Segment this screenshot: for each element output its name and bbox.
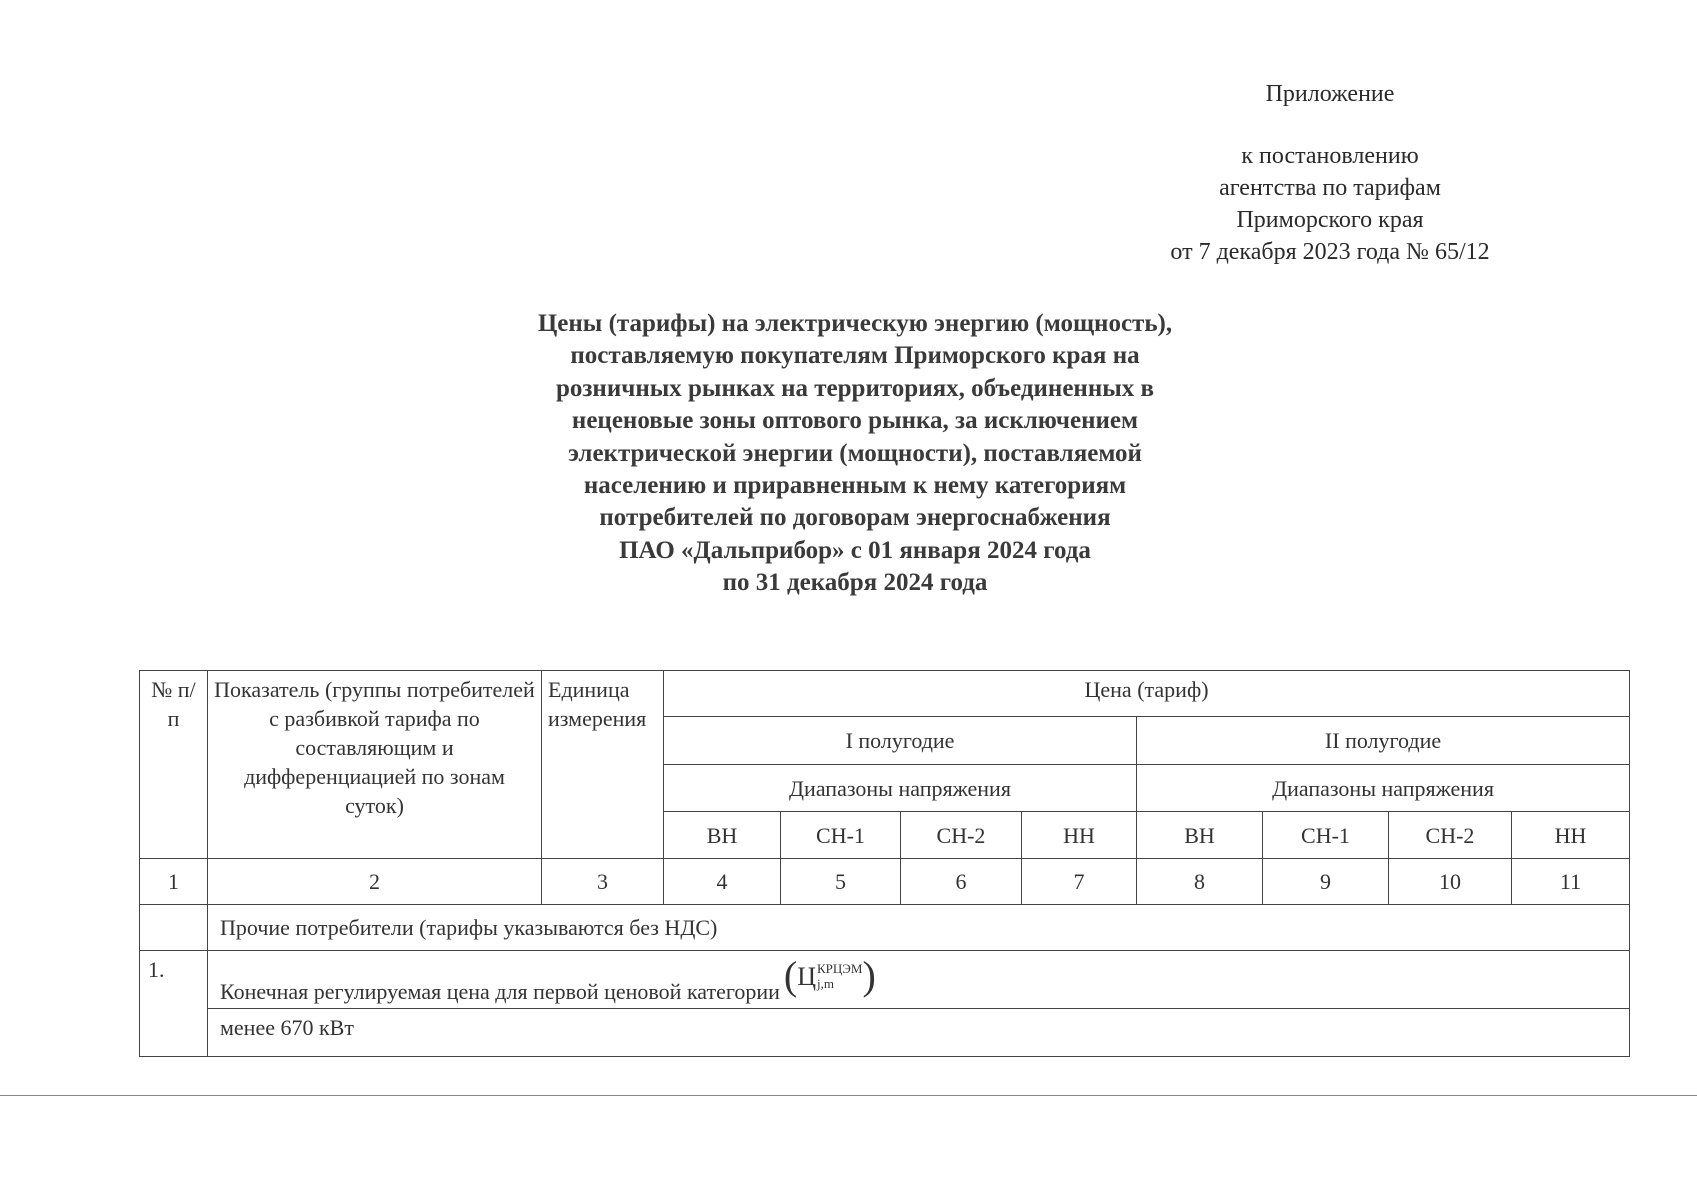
tariff-table	[139, 670, 1630, 1057]
section-other-consumers: Прочие потребители (тарифы указываются без НДС)	[208, 905, 1630, 951]
power-range-row	[140, 1009, 1630, 1057]
voltage-sn2-1: СН-2	[901, 812, 1022, 859]
col-number: 7	[1022, 859, 1137, 905]
col-number: 1	[140, 859, 208, 905]
section-other-row	[140, 905, 1630, 951]
header-indicator: Показатель (группы потребителей с разбивкой тарифа по составляющим и дифференциацией по зонам суток)	[208, 671, 542, 859]
col-number: 10	[1389, 859, 1512, 905]
header-half-2: II полугодие	[1137, 717, 1630, 765]
voltage-vn-2: ВН	[1137, 812, 1263, 859]
col-number: 4	[664, 859, 781, 905]
voltage-nn-2: НН	[1512, 812, 1630, 859]
title-line: по 31 декабря 2024 года	[722, 569, 988, 597]
final-price-row	[140, 951, 1630, 1009]
voltage-sn1-2: СН-1	[1263, 812, 1389, 859]
title-line: электрической энергии (мощности), поставляемой	[568, 439, 1142, 467]
header-price: Цена (тариф)	[664, 671, 1630, 717]
voltage-sn1-1: СН-1	[781, 812, 901, 859]
voltage-vn-1: ВН	[664, 812, 781, 859]
title-line: розничных рынках на территориях, объединенных в	[555, 374, 1154, 402]
page-bottom-divider	[0, 1095, 1697, 1096]
title-line: неценовые зоны оптового рынка, за исключением	[571, 407, 1139, 435]
header-unit: Единица измерения	[542, 671, 664, 859]
title-line: потребителей по договорам энергоснабжения	[599, 504, 1111, 532]
appendix-label: Приложение	[1265, 81, 1395, 107]
col-number: 8	[1137, 859, 1263, 905]
voltage-nn-1: НН	[1022, 812, 1137, 859]
appendix-agency: агентства по тарифам	[1219, 175, 1441, 201]
header-half-1: I полугодие	[664, 717, 1137, 765]
col-number: 6	[901, 859, 1022, 905]
power-less-670: менее 670 кВт	[208, 1009, 1630, 1057]
title-line: поставляемую покупателям Приморского края на	[570, 342, 1140, 370]
appendix-region: Приморского края	[1236, 207, 1424, 233]
price-symbol: ( Ц КРЦЭМ j,m )	[783, 953, 876, 998]
col-number: 5	[781, 859, 901, 905]
appendix-header	[1100, 78, 1560, 268]
title-line: ПАО «Дальприбор» с 01 января 2024 года	[619, 536, 1091, 564]
header-num: № п/п	[140, 671, 208, 859]
voltage-sn2-2: СН-2	[1389, 812, 1512, 859]
appendix-resolution: к постановлению	[1241, 143, 1419, 169]
header-ranges-2: Диапазоны напряжения	[1137, 765, 1630, 812]
column-number-row	[140, 859, 1630, 905]
title-line: Цены (тарифы) на электрическую энергию (мощность),	[537, 310, 1173, 337]
col-number: 2	[208, 859, 542, 905]
col-number: 9	[1263, 859, 1389, 905]
header-ranges-1: Диапазоны напряжения	[664, 765, 1137, 812]
col-number: 11	[1512, 859, 1630, 905]
appendix-date-number: от 7 декабря 2023 года № 65/12	[1170, 239, 1490, 265]
header-row-1	[140, 671, 1630, 717]
final-price-label: Конечная регулируемая цена для первой ценовой категории	[220, 979, 780, 1004]
title-line: населению и приравненным к нему категориям	[583, 472, 1127, 500]
row-num: 1.	[140, 951, 208, 1057]
col-number: 3	[542, 859, 664, 905]
document-title	[470, 308, 1240, 600]
